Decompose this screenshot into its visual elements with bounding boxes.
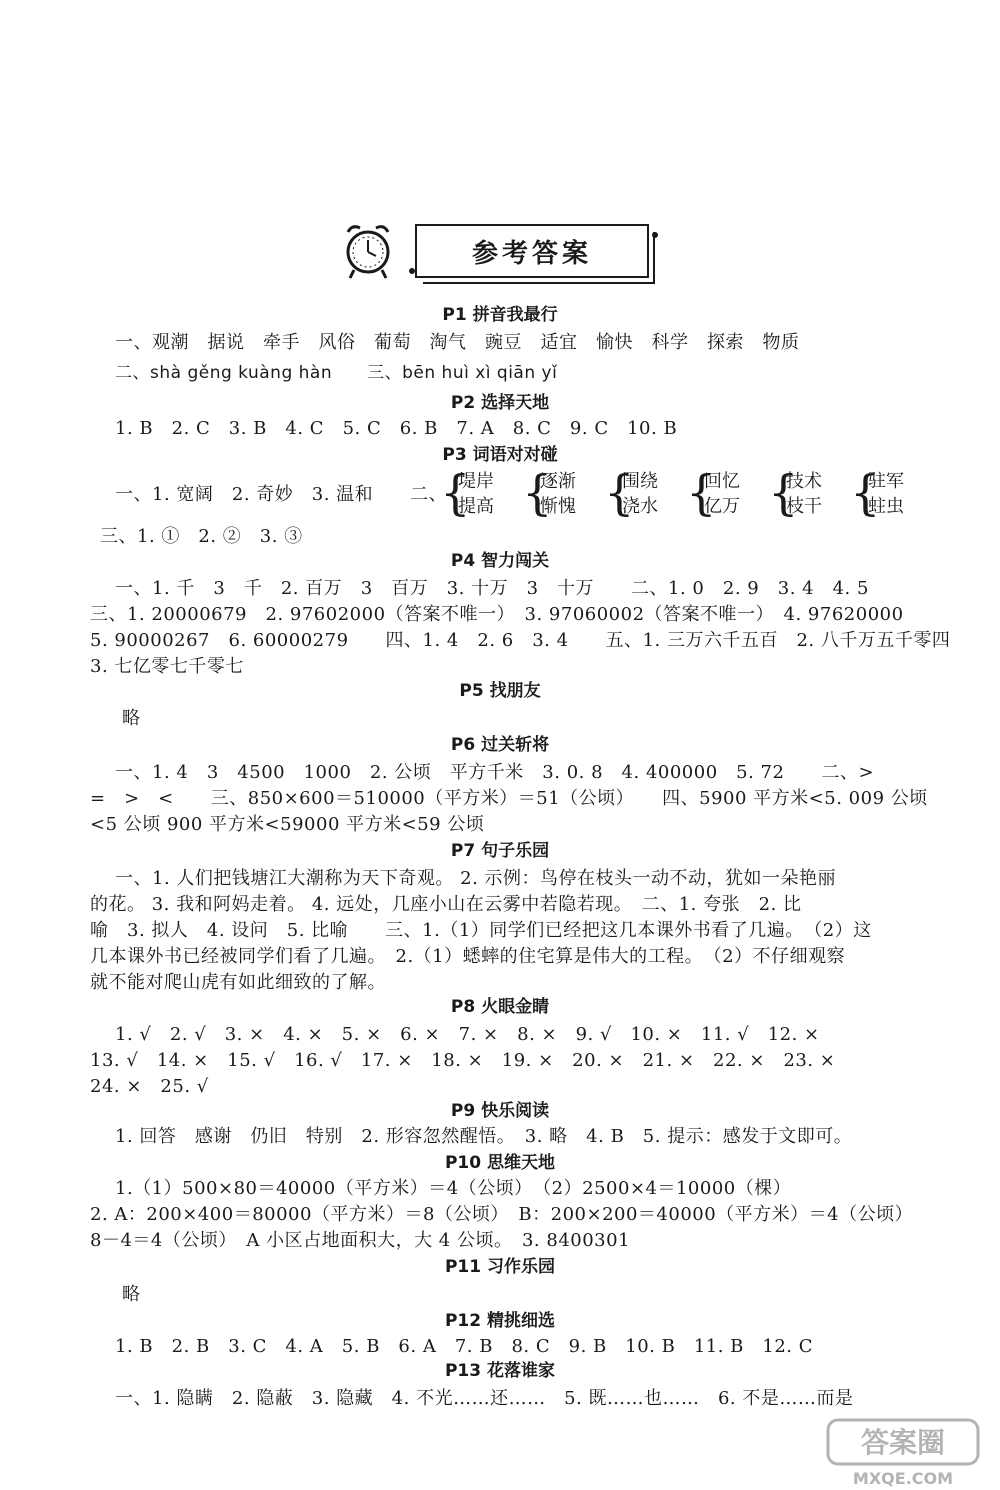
p4-line-2: 三、1. 20000679 2. 97602000（答案不唯一） 3. 97060002（答案不唯一） 4. 97620000 — [90, 604, 904, 625]
p7-line-2: 的花。 3. 我和阿妈走着。 4. 远处，几座小山在云雾中若隐若现。 二、1. 夸张 2. 比 — [90, 894, 802, 915]
section-title-p12: P12 精挑细选 — [444, 1311, 556, 1331]
section-title-p1: P1 拼音我最行 — [442, 305, 558, 325]
word-pair — [850, 470, 930, 522]
section-title-p2: P2 选择天地 — [450, 393, 550, 413]
p3-word-pairs — [430, 470, 920, 522]
title-frame — [415, 224, 649, 278]
word: { 技术 — [786, 471, 822, 492]
p3-line-1: 一、1. 宽阔 2. 奇妙 3. 温和 二、 — [115, 484, 448, 505]
p1-line-2: 二、shà gěng kuàng hàn 三、bēn huì xì qiān yǐ — [115, 363, 558, 383]
p5-line-1: 略 — [122, 708, 141, 729]
p3-line-2: 三、1. ① 2. ② 3. ③ — [100, 526, 303, 547]
p6-line-2: = > < 三、850×600＝510000（平方米）＝51（公顷） 四、5900 平方米<5. 009 公顷 — [90, 788, 928, 809]
word-pair — [768, 470, 848, 522]
word-pair — [604, 470, 684, 522]
word-pair — [440, 470, 520, 522]
word: 浇水 — [622, 496, 658, 517]
p1-line-1: 一、观潮 据说 牵手 风俗 葡萄 淘气 豌豆 适宜 愉快 科学 探索 物质 — [115, 332, 800, 353]
section-title-p7: P7 句子乐园 — [450, 841, 550, 861]
section-title-p4: P4 智力闯关 — [450, 551, 550, 571]
p8-line-3: 24. × 25. √ — [90, 1076, 209, 1097]
p7-line-1: 一、1. 人们把钱塘江大潮称为天下奇观。 2. 示例：鸟停在枝头一动不动，犹如一朵艳丽 — [115, 868, 837, 889]
p4-line-1: 一、1. 千 3 千 2. 百万 3 百万 3. 十万 3 十万 二、1. 0 2. 9 3. 4 4. 5 — [115, 578, 869, 599]
word: { 堤岸 — [458, 471, 494, 492]
section-title-p10: P10 思维天地 — [444, 1153, 556, 1173]
p12-line-1: 1. B 2. B 3. C 4. A 5. B 6. A 7. B 8. C 9. B 10. B 11. B 12. C — [115, 1336, 814, 1357]
section-title-p9: P9 快乐阅读 — [450, 1101, 550, 1121]
p8-line-1: 1. √ 2. √ 3. × 4. × 5. × 6. × 7. × 8. × 9. √ 10. × 11. √ 12. × — [115, 1024, 820, 1045]
word: { 驻军 — [868, 471, 904, 492]
p10-line-3: 8－4＝4（公顷） A 小区占地面积大，大 4 公顷。 3. 8400301 — [90, 1230, 631, 1251]
p7-line-4: 几本课外书已经被同学们看了几遍。 2.（1）蟋蟀的住宅算是伟大的工程。 （2）不仔细观察 — [90, 946, 846, 967]
p7-line-3: 喻 3. 拟人 4. 设问 5. 比喻 三、1.（1）同学们已经把这几本课外书看了几遍。 （2）这 — [90, 920, 872, 941]
p4-line-3: 5. 90000267 6. 60000279 四、1. 4 2. 6 3. 4 五、1. 三万六千五百 2. 八千万五千零四 — [90, 630, 951, 651]
alarm-clock-icon — [338, 218, 402, 282]
word: { 逐渐 — [540, 471, 576, 492]
word: { 围绕 — [622, 471, 658, 492]
word: { 回忆 — [704, 471, 740, 492]
corner-dot — [409, 268, 415, 274]
p9-line-1: 1. 回答 感谢 仍旧 特别 2. 形容忽然醒悟。 3. 略 4. B 5. 提示：感发于文即可。 — [115, 1126, 853, 1147]
p2-line-1: 1. B 2. C 3. B 4. C 5. C 6. B 7. A 8. C 9. C 10. B — [115, 418, 678, 439]
p11-line-1: 略 — [122, 1284, 141, 1305]
word: 惭愧 — [540, 496, 576, 517]
watermark-url: MXQE.COM — [852, 1469, 954, 1488]
section-title-p6: P6 过关斩将 — [450, 735, 550, 755]
section-title-p3: P3 词语对对碰 — [442, 445, 558, 465]
word-pair — [686, 470, 766, 522]
section-title-p11: P11 习作乐园 — [444, 1257, 556, 1277]
page-header — [330, 208, 670, 288]
p6-line-1: 一、1. 4 3 4500 1000 2. 公顷 平方千米 3. 0. 8 4. 400000 5. 72 二、> — [115, 762, 875, 783]
p10-line-2: 2. A：200×400＝80000（平方米）＝8（公顷） B：200×200＝40000（平方米）＝4（公顷） — [90, 1204, 914, 1225]
page-title: 参考答案 — [471, 238, 592, 269]
p10-line-1: 1.（1）500×80＝40000（平方米）＝4（公顷） （2）2500×4＝10000（棵） — [115, 1178, 792, 1199]
word: 蛀虫 — [868, 496, 904, 517]
p7-line-5: 就不能对爬山虎有如此细致的了解。 — [90, 972, 386, 993]
word: 亿万 — [704, 496, 740, 517]
p8-line-2: 13. √ 14. × 15. √ 16. √ 17. × 18. × 19. × 20. × 21. × 22. × 23. × — [90, 1050, 836, 1071]
word: 枝干 — [786, 496, 822, 517]
p13-line-1: 一、1. 隐瞒 2. 隐蔽 3. 隐藏 4. 不光……还…… 5. 既……也…… 6. 不是……而是 — [115, 1388, 854, 1409]
watermark-text: 答案圈 — [860, 1426, 946, 1459]
section-title-p5: P5 找朋友 — [459, 681, 541, 701]
section-title-p13: P13 花落谁家 — [444, 1361, 556, 1381]
p4-line-4: 3. 七亿零七千零七 — [90, 656, 244, 677]
word-pair — [522, 470, 602, 522]
word: 提高 — [458, 496, 494, 517]
corner-dot — [652, 232, 658, 238]
watermark-logo — [810, 1410, 990, 1490]
section-title-p8: P8 火眼金睛 — [450, 997, 550, 1017]
p6-line-3: <5 公顷 900 平方米<59000 平方米<59 公顷 — [90, 814, 485, 835]
